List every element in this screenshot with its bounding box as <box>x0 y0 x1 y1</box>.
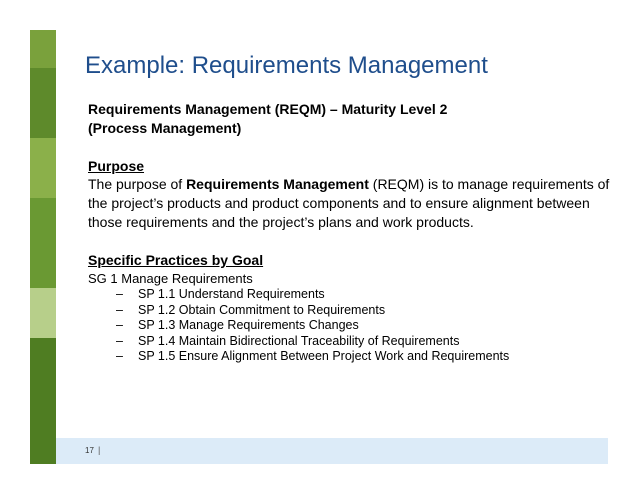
specific-goal: SG 1 Manage Requirements <box>88 271 253 286</box>
practice-text: SP 1.1 Understand Requirements <box>138 287 325 301</box>
slide-title: Example: Requirements Management <box>85 52 488 79</box>
sidebar-tile <box>30 30 56 68</box>
purpose-heading: Purpose <box>88 158 145 174</box>
bullet-dash: – <box>116 333 123 348</box>
practice-text: SP 1.2 Obtain Commitment to Requirements <box>138 302 386 317</box>
practices-heading: Specific Practices by Goal <box>88 252 264 268</box>
footer-separator: | <box>98 445 101 455</box>
sidebar-tile <box>30 68 56 138</box>
footer-band <box>56 438 608 464</box>
purpose-text-end: (REQM) is to manage requirements of the project’s products and product components and to ensure alignment between those requirements and the project’s plans and work products. <box>88 176 610 230</box>
practice-item <box>116 318 618 334</box>
bullet-dash: – <box>116 349 123 363</box>
purpose-text-start: The purpose of <box>88 176 187 192</box>
sidebar-tile <box>30 288 56 338</box>
practice-item <box>116 349 618 365</box>
practice-item <box>116 334 618 350</box>
bullet-dash: – <box>116 287 123 301</box>
sidebar-tile <box>30 198 56 288</box>
purpose-paragraph <box>88 175 618 232</box>
process-area-heading <box>88 100 618 138</box>
slide-body <box>88 100 618 365</box>
practice-item <box>116 303 618 319</box>
purpose-emphasis: Requirements Management <box>186 176 369 192</box>
sidebar-tile <box>30 338 56 464</box>
practice-item <box>116 287 618 303</box>
practice-text: SP 1.4 Maintain Bidirectional Traceability of Requirements <box>138 333 460 348</box>
practice-list <box>88 287 618 365</box>
practice-text: SP 1.3 Manage Requirements Changes <box>138 318 359 332</box>
bullet-dash: – <box>116 318 123 332</box>
page-number: 17 <box>85 446 94 455</box>
sidebar-tile <box>30 138 56 198</box>
process-area-name: Requirements Management (REQM) – Maturity Level 2 <box>88 101 448 117</box>
process-category: (Process Management) <box>88 120 242 136</box>
bullet-dash: – <box>116 302 123 317</box>
practice-text: SP 1.5 Ensure Alignment Between Project Work and Requirements <box>138 349 510 363</box>
sidebar-decoration <box>0 0 56 493</box>
